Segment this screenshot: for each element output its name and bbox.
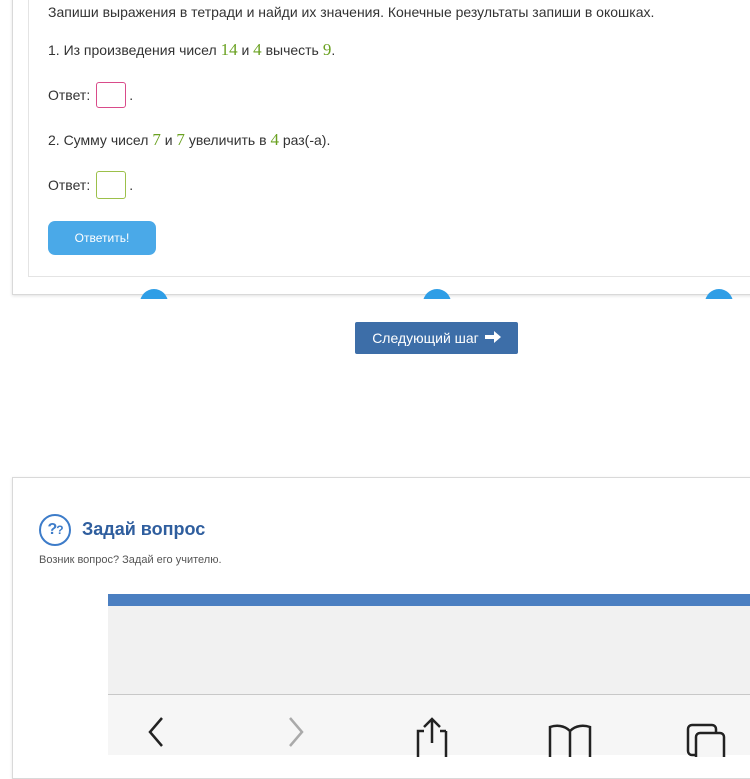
answer-1-label: Ответ: [48,87,91,103]
question-1-prefix: 1. Из произведения чисел [48,42,217,58]
forward-icon[interactable] [286,715,306,754]
question-2-number-1: 7 [152,130,161,149]
question-2-suffix: раз(-а). [282,132,331,148]
question-1-end: . [331,42,336,58]
question-1-and: и [241,42,250,58]
question-1 [48,40,335,60]
progress-dot[interactable] [705,289,733,299]
question-2 [48,130,330,150]
bookmarks-icon[interactable] [548,723,592,762]
answer-2-row [48,171,133,199]
next-step-button[interactable] [355,322,518,354]
answer-2-period: . [129,177,134,193]
answer-1-input[interactable] [96,82,126,108]
ask-subtitle: Возник вопрос? Задай его учителю. [39,554,222,566]
question-2-and: и [164,132,173,148]
progress-dot[interactable] [423,289,451,299]
next-step-label: Следующий шаг [372,330,479,346]
question-2-number-3: 4 [270,130,279,149]
question-icon-mark-small: ? [56,523,63,537]
question-1-number-3: 9 [322,40,332,59]
progress-dot[interactable] [140,289,168,299]
editor-area[interactable] [108,606,750,694]
answer-2-input[interactable] [96,171,126,199]
question-2-number-2: 7 [176,130,185,149]
question-2-verb: увеличить в [188,132,267,148]
answer-2-label: Ответ: [48,177,91,193]
answer-1-row [48,82,133,108]
question-2-prefix: 2. Сумму чисел [48,132,149,148]
task-instruction: Запиши выражения в тетради и найди их значения. Конечные результаты запиши в окошках. [48,4,655,20]
answer-button[interactable]: Ответить! [48,221,156,255]
ask-title: Задай вопрос [82,519,206,539]
answer-1-period: . [129,87,134,103]
editor-header-bar [108,594,750,606]
question-icon-mark: ? [47,521,57,538]
share-icon[interactable] [414,717,450,762]
question-icon [39,514,71,546]
tabs-icon[interactable] [686,723,726,762]
browser-toolbar [108,694,750,755]
question-1-verb: вычесть [265,42,319,58]
arrow-right-icon [485,331,501,346]
question-1-number-1: 14 [220,40,238,59]
question-1-number-2: 4 [253,40,262,59]
back-icon[interactable] [146,715,166,754]
